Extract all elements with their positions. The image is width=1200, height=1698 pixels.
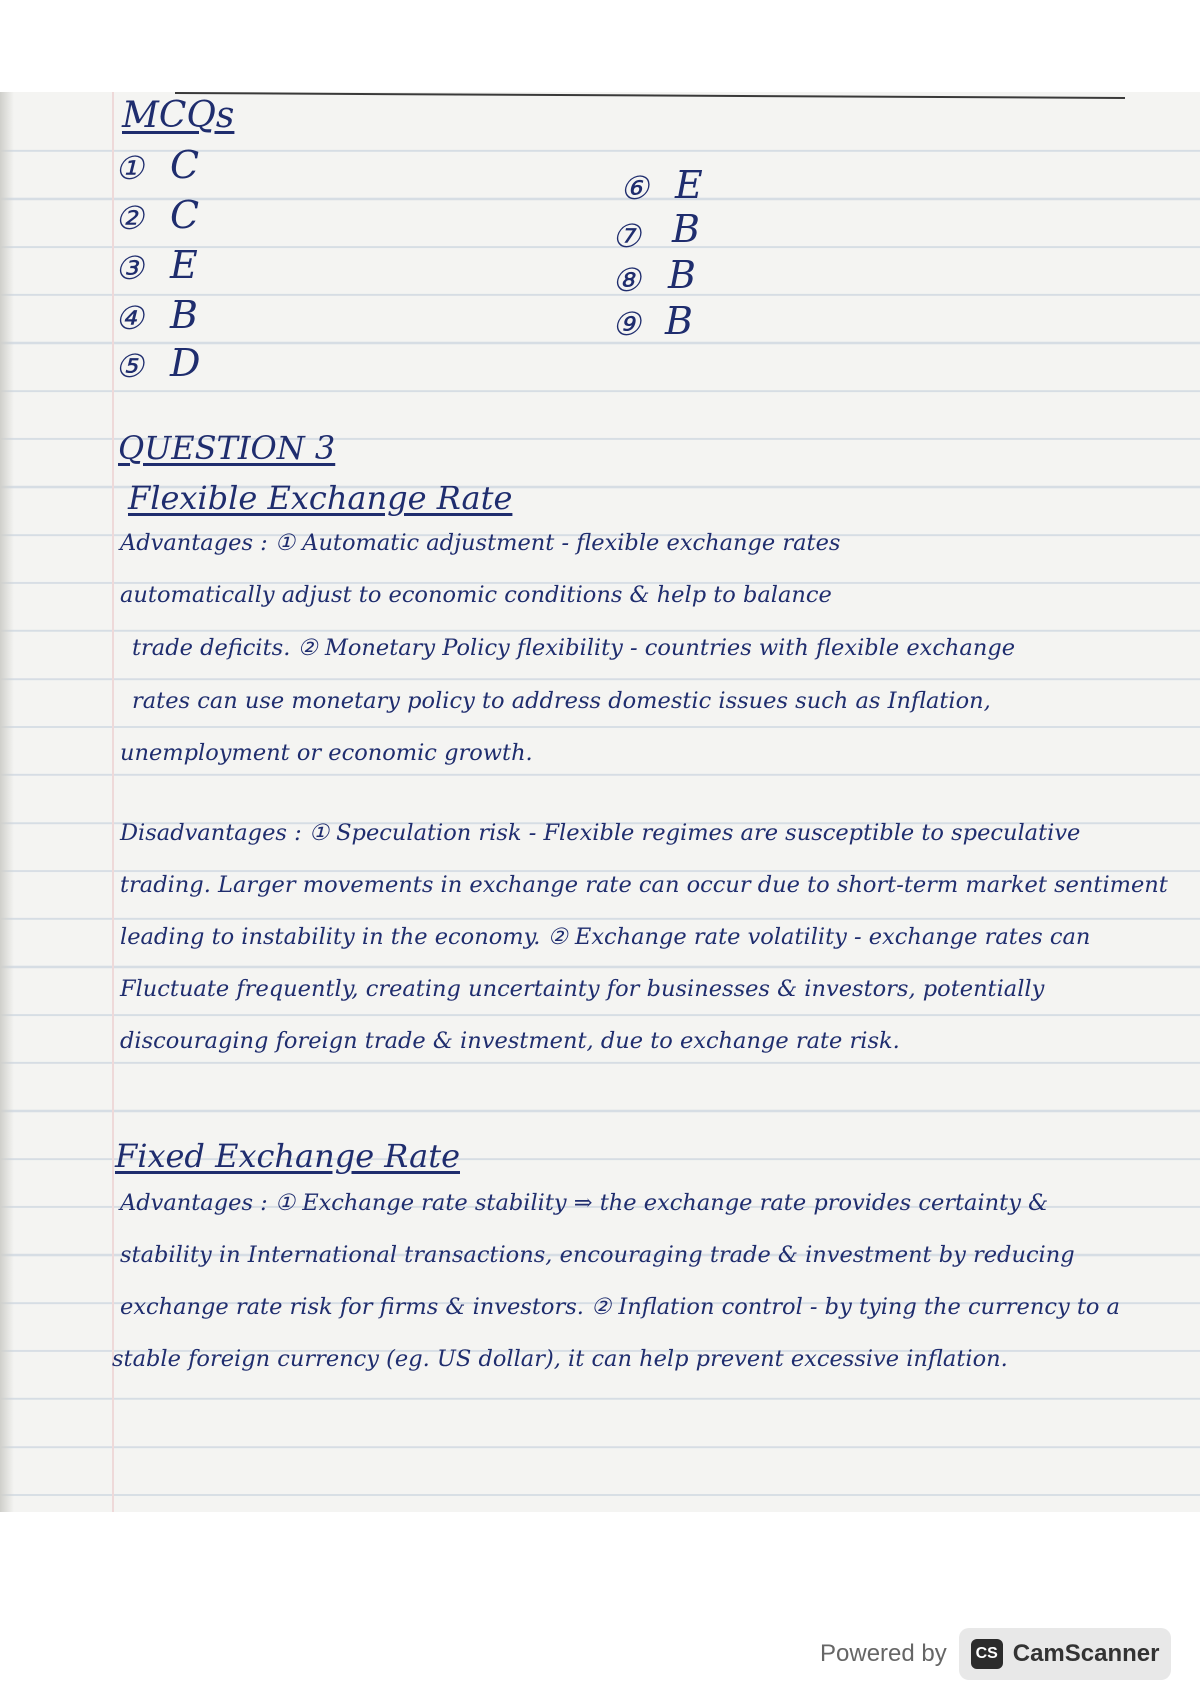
- text-line: Advantages : ① Exchange rate stability ⇒ the exchange rate provides certainty &: [120, 1190, 1049, 1216]
- mcq-number: ①: [115, 149, 144, 187]
- question-title: QUESTION 3: [118, 429, 336, 467]
- text-line: unemployment or economic growth.: [120, 740, 533, 766]
- mcq-answer: D: [170, 341, 201, 385]
- camscanner-badge: [959, 1628, 1172, 1680]
- mcq-number: ④: [115, 299, 144, 337]
- text-line: leading to instability in the economy. ② Exchange rate volatility - exchange rates can: [120, 924, 1091, 950]
- mcq-answer: C: [170, 193, 200, 237]
- notebook-page: [0, 92, 1200, 1512]
- text-line: exchange rate risk for firms & investors. ② Inflation control - by tying the currency to a: [120, 1294, 1120, 1320]
- camscanner-watermark: [820, 1628, 1180, 1680]
- top-rule-line: [175, 92, 1125, 99]
- text-line: rates can use monetary policy to address domestic issues such as Inflation,: [132, 688, 991, 714]
- section-heading-fixed: Fixed Exchange Rate: [115, 1137, 460, 1175]
- mcq-number: ②: [115, 199, 144, 237]
- text-line: stable foreign currency (eg. US dollar), it can help prevent excessive inflation.: [112, 1346, 1008, 1372]
- text-line: Fluctuate frequently, creating uncertainty for businesses & investors, potentially: [120, 976, 1045, 1002]
- mcq-answer: B: [672, 207, 700, 251]
- text-line: Disadvantages : ① Speculation risk - Flexible regimes are susceptible to speculative: [120, 820, 1081, 846]
- mcq-answer: B: [665, 299, 693, 343]
- powered-by-label: Powered by: [820, 1640, 947, 1667]
- text-line: automatically adjust to economic conditions & help to balance: [120, 582, 832, 608]
- text-line: trading. Larger movements in exchange rate can occur due to short-term market sentiment: [120, 872, 1168, 898]
- margin-line: [112, 92, 114, 1512]
- text-line: stability in International transactions, encouraging trade & investment by reducing: [120, 1242, 1075, 1268]
- camscanner-name: CamScanner: [1012, 1640, 1160, 1667]
- text-line: Advantages : ① Automatic adjustment - flexible exchange rates: [120, 530, 841, 556]
- mcq-answer: E: [170, 243, 198, 287]
- section-heading-flexible: Flexible Exchange Rate: [128, 479, 513, 517]
- mcq-number: ⑨: [612, 305, 641, 343]
- camscanner-logo-icon: CS: [971, 1639, 1003, 1669]
- mcq-title: MCQs: [122, 95, 235, 136]
- mcq-answer: C: [170, 143, 200, 187]
- text-line: trade deficits. ② Monetary Policy flexibility - countries with flexible exchange: [132, 635, 1016, 661]
- mcq-number: ③: [115, 249, 144, 287]
- mcq-number: ⑥: [620, 169, 649, 207]
- mcq-number: ⑧: [612, 261, 641, 299]
- mcq-answer: E: [675, 163, 703, 207]
- mcq-answer: B: [170, 293, 198, 337]
- mcq-number: ⑤: [115, 347, 144, 385]
- mcq-number: ⑦: [612, 217, 641, 255]
- mcq-answer: B: [668, 253, 696, 297]
- text-line: discouraging foreign trade & investment, due to exchange rate risk.: [120, 1028, 900, 1054]
